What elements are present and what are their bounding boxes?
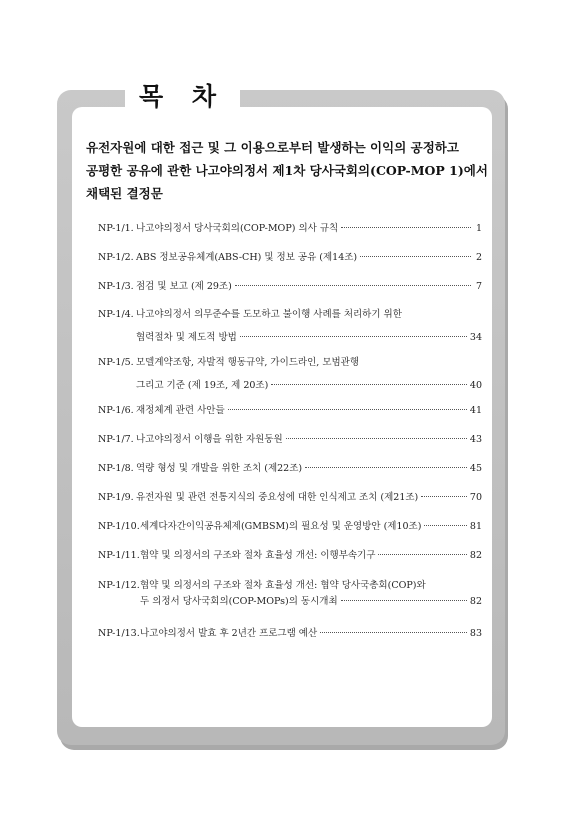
toc-heading	[86, 136, 486, 205]
entry-text: ABS 정보공유체계(ABS-CH) 및 정보 공유 (제14조)	[136, 252, 358, 263]
entry-page: 45	[469, 463, 482, 474]
entry-page: 82	[469, 550, 482, 561]
toc-entry[interactable]	[98, 518, 482, 532]
toc-entry[interactable]	[98, 489, 482, 503]
entry-page: 1	[475, 223, 482, 234]
toc-entry[interactable]	[98, 402, 482, 416]
leader-dots	[240, 336, 467, 337]
entry-page: 81	[469, 521, 482, 532]
leader-dots	[305, 467, 467, 468]
page-title: 목 차	[138, 82, 226, 111]
entry-text: 나고야의정서 의무준수를 도모하고 불이행 사례를 처리하기 위한	[136, 309, 402, 320]
leader-dots	[271, 384, 467, 385]
entry-code: NP-1/10.	[98, 521, 140, 532]
entry-code: NP-1/6.	[98, 405, 134, 416]
entry-page: 2	[475, 252, 482, 263]
entry-page: 41	[469, 405, 482, 416]
entry-text: 점검 및 보고 (제 29조)	[136, 281, 232, 292]
entry-code: NP-1/8.	[98, 463, 134, 474]
entry-text: 두 의정서 당사국회의(COP-MOPs)의 동시개최	[140, 596, 338, 607]
entry-page: 83	[469, 628, 482, 639]
leader-dots	[286, 438, 467, 439]
entry-code: NP-1/11.	[98, 550, 140, 561]
leader-dots	[421, 496, 467, 497]
entry-text: 협약 및 의정서의 구조와 절차 효율성 개선: 이행부속기구	[140, 550, 376, 561]
toc-entry[interactable]	[98, 306, 482, 343]
entry-text: 세계다자간이익공유체제(GMBSM)의 필요성 및 운영방안 (제10조)	[140, 521, 422, 532]
toc-entry[interactable]	[98, 249, 482, 263]
entry-code: NP-1/9.	[98, 492, 134, 503]
heading-line: 유전자원에 대한 접근 및 그 이용으로부터 발생하는 이익의 공정하고	[86, 140, 459, 155]
entry-code: NP-1/12.	[98, 580, 140, 591]
leader-dots	[378, 554, 466, 555]
toc-entry[interactable]	[98, 220, 482, 234]
entry-code: NP-1/4.	[98, 309, 134, 320]
entry-text: 유전자원 및 관련 전통지식의 중요성에 대한 인식제고 조치 (제21조)	[136, 492, 419, 503]
entry-page: 82	[469, 596, 482, 607]
entry-code: NP-1/3.	[98, 281, 134, 292]
entry-code: NP-1/2.	[98, 252, 134, 263]
leader-dots	[360, 256, 471, 257]
entry-page: 40	[469, 380, 482, 391]
entry-text: 협력절차 및 제도적 방법	[136, 332, 237, 343]
entry-text: 모델계약조항, 자발적 행동규약, 가이드라인, 모범관행	[136, 357, 360, 368]
entry-text: 나고야의정서 발효 후 2년간 프로그램 예산	[140, 628, 318, 639]
leader-dots	[235, 285, 471, 286]
leader-dots	[320, 632, 467, 633]
entry-text: 역량 형성 및 개발을 위한 조치 (제22조)	[136, 463, 303, 474]
entry-code: NP-1/7.	[98, 434, 134, 445]
entry-code: NP-1/13.	[98, 628, 140, 639]
entry-code: NP-1/5.	[98, 357, 134, 368]
entry-text: 재정체계 관련 사안들	[136, 405, 225, 416]
toc-entry[interactable]	[98, 278, 482, 292]
entry-text: 협약 및 의정서의 구조와 절차 효율성 개선: 협약 당사국총회(COP)와	[140, 580, 426, 591]
leader-dots	[341, 600, 467, 601]
heading-line: 공평한 공유에 관한 나고야의정서 제1차 당사국회의(COP-MOP 1)에서	[86, 163, 488, 178]
entry-page: 43	[469, 434, 482, 445]
entry-text: 그리고 기준 (제 19조, 제 20조)	[136, 380, 269, 391]
entry-code: NP-1/1.	[98, 223, 134, 234]
toc-entry[interactable]	[98, 460, 482, 474]
heading-line: 채택된 결정문	[86, 186, 163, 201]
entry-page: 70	[469, 492, 482, 503]
leader-dots	[228, 409, 467, 410]
entry-text: 나고야의정서 이행을 위한 자원동원	[136, 434, 283, 445]
toc-entry[interactable]	[98, 354, 482, 391]
toc-entry[interactable]	[98, 547, 482, 561]
leader-dots	[424, 525, 466, 526]
toc-entry[interactable]	[98, 625, 482, 639]
leader-dots	[341, 227, 471, 228]
entry-text: 나고야의정서 당사국회의(COP-MOP) 의사 규칙	[136, 223, 339, 234]
entry-page: 34	[469, 332, 482, 343]
toc-entry[interactable]	[98, 431, 482, 445]
toc-entry[interactable]	[98, 577, 482, 607]
entry-page: 7	[475, 281, 482, 292]
